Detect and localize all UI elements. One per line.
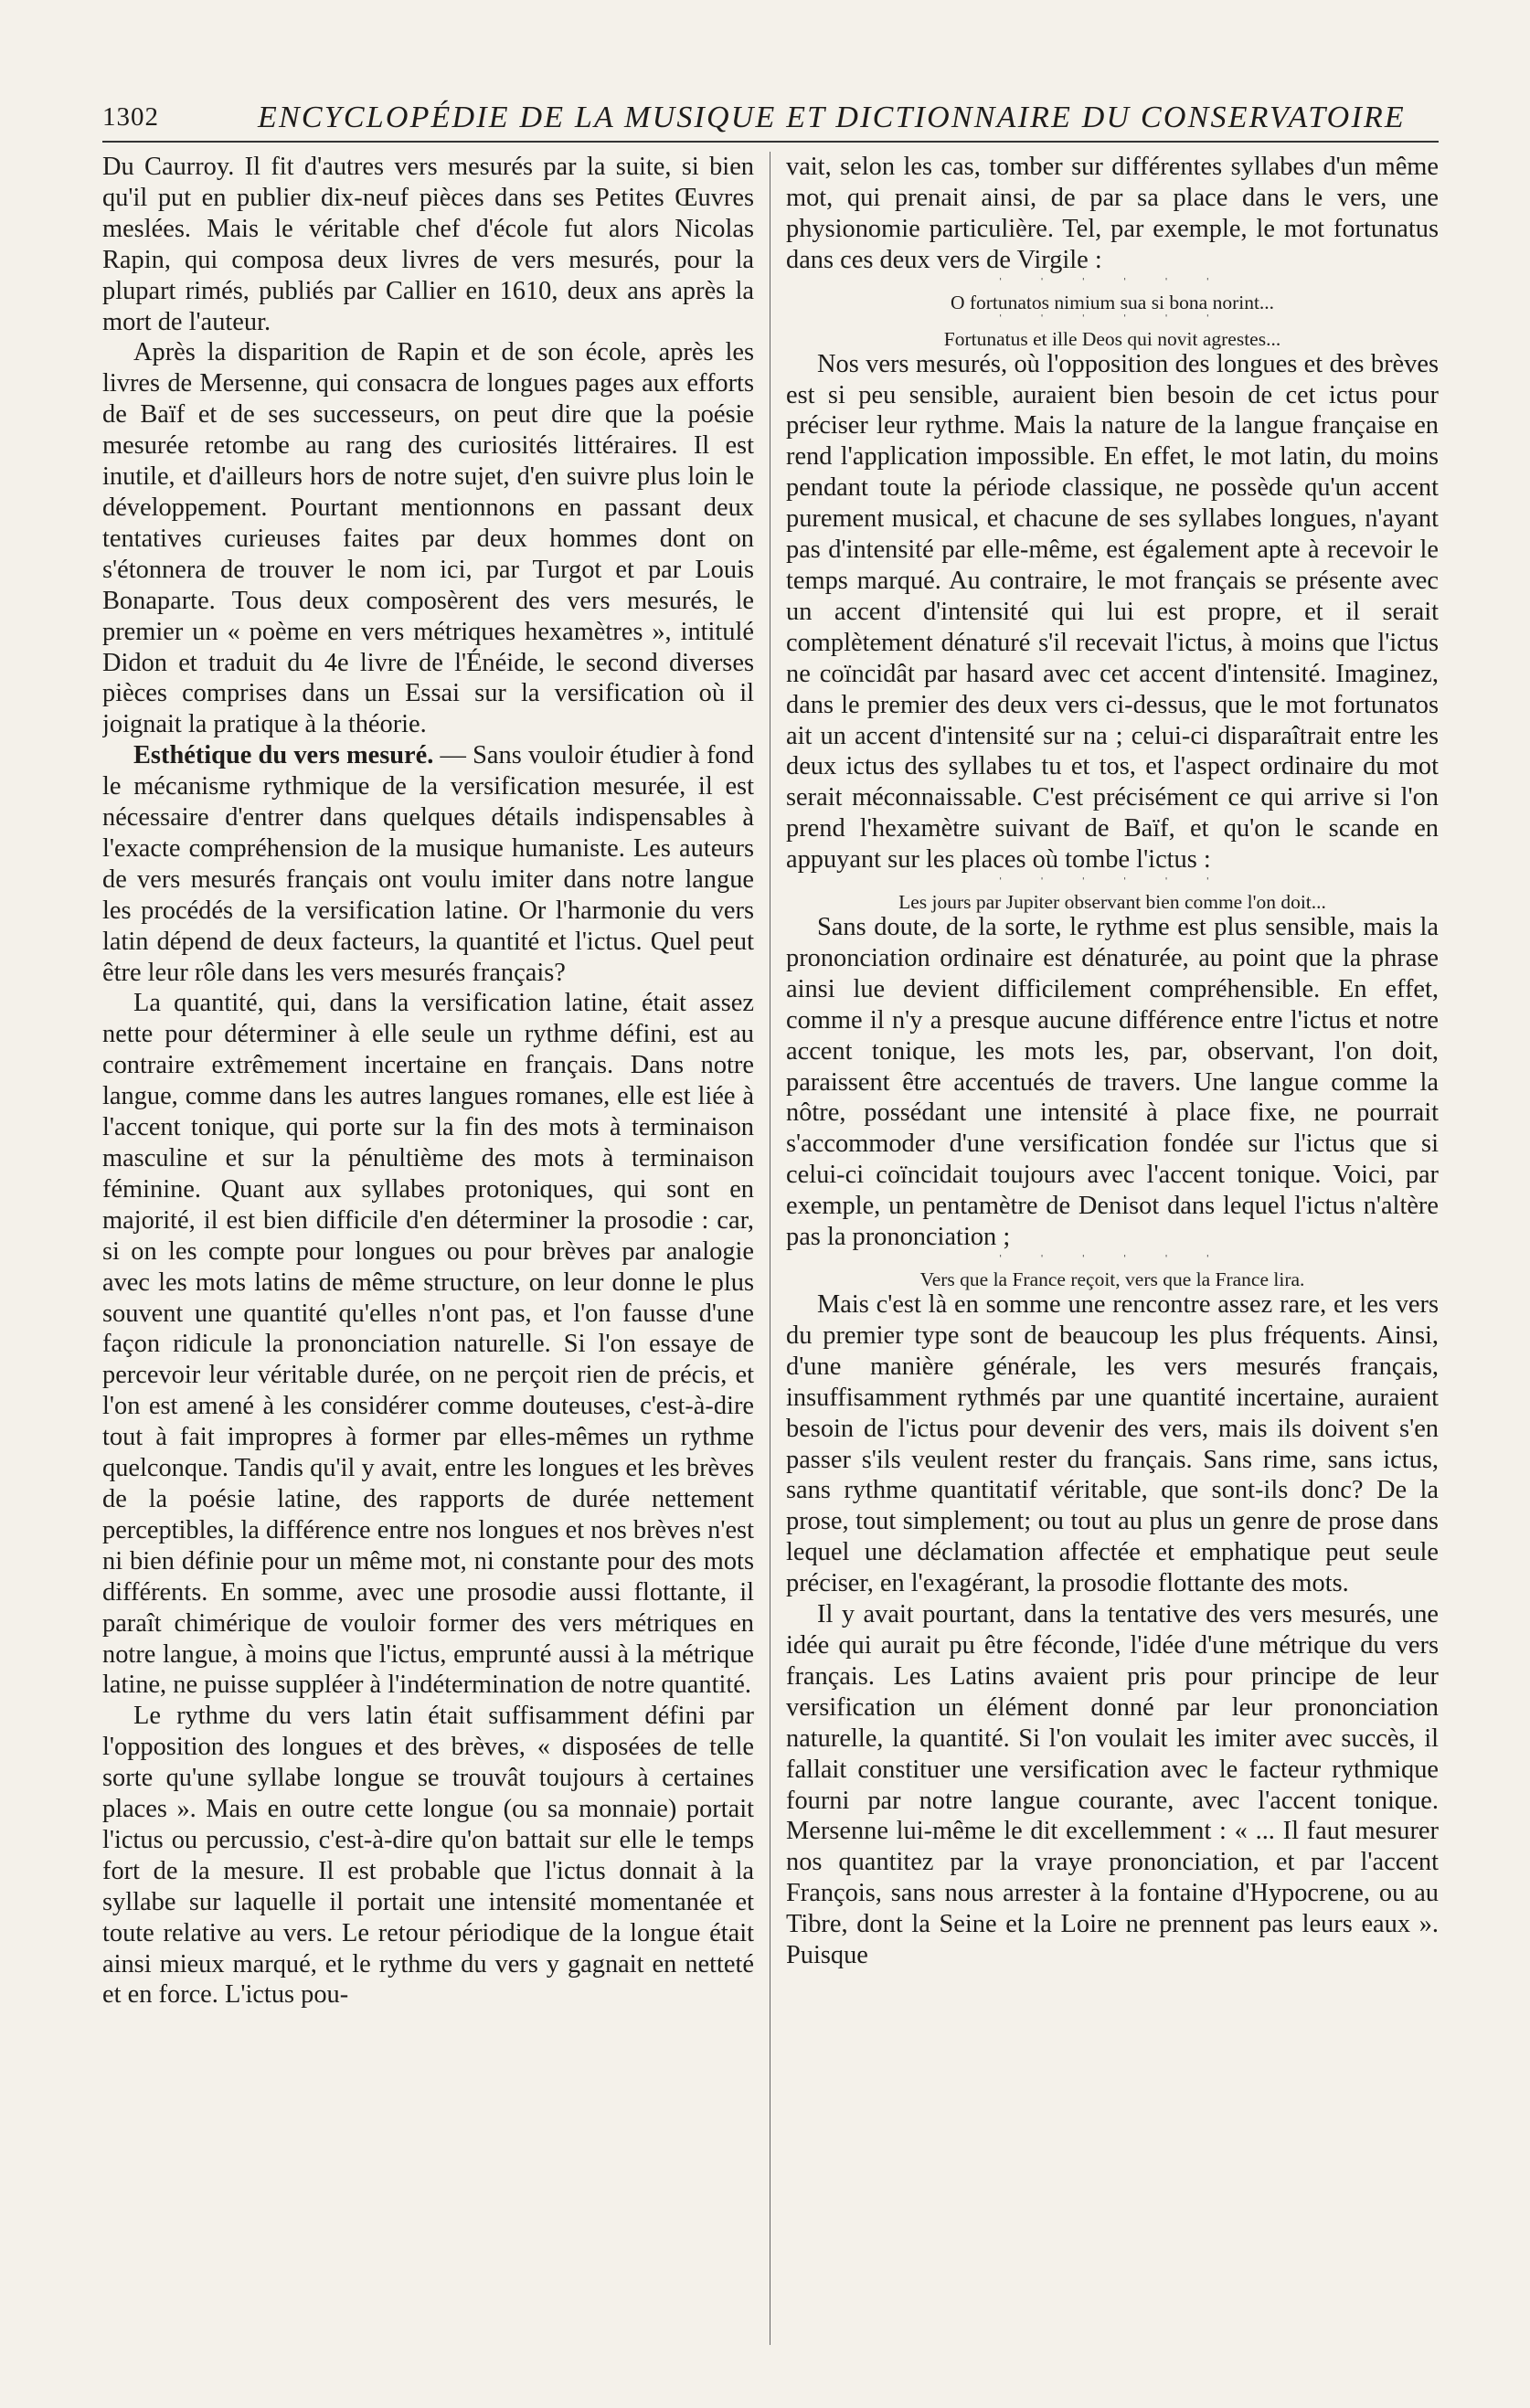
paragraph-section [102, 740, 754, 988]
paragraph: La quantité, qui, dans la versification latine, était assez nette pour déterminer à elle seule un rythme défini, est au contraire extrêmement incertaine en français. Dans notre langue, comme dans les autres langues romanes, elle est liée à l'accent tonique, qui porte sur la fin des mots à terminaison masculine et sur la pénultième des mots à terminaison féminine. Quant aux syllabes protoniques, qui sont en majorité, il est bien difficile d'en déterminer la prosodie : car, si on les compte pour longues ou pour brèves par analogie avec les mots latins de même structure, on leur donne le plus souvent une quantité qu'elles n'ont pas, et l'on fausse d'une façon ridicule la prononciation naturelle. Si l'on essaye de percevoir leur véritable durée, on ne perçoit rien de précis, et l'on est amené à les considérer comme douteuses, c'est-à-dire tout à fait impropres à former par elles-mêmes un rythme quelconque. Tandis qu'il y avait, entre les longues et les brèves de la poésie latine, des rapports de durée nettement perceptibles, la différence entre nos longues et nos brèves n'est ni bien définie pour un même mot, ni constante pour des mots différents. En somme, avec une prosodie aussi flottante, il paraît chimérique de vouloir former des vers métriques en notre langue, à moins que l'ictus, emprunté aussi à la métrique latine, ne puisse suppléer à l'indétermination de notre quantité. [102, 989, 754, 1700]
verse-line: Fortunatus et ille Deos qui novit agrestes... [943, 327, 1281, 350]
verse-quote [786, 276, 1439, 349]
paragraph: vait, selon les cas, tomber sur différentes syllabes d'un même mot, qui prenait ainsi, de par sa place dans le vers, une physionomie particulière. Tel, par exemple, le mot fortunatus dans ces deux vers de Virgile : [786, 153, 1439, 274]
ictus-marks: ˈ ˈ ˈ ˈ ˈ ˈ [998, 312, 1227, 328]
ictus-marks: ˈ ˈ ˈ ˈ ˈ ˈ [998, 875, 1227, 892]
section-title: Esthétique du vers mesuré. [133, 741, 434, 770]
paragraph: Après la disparition de Rapin et de son école, après les livres de Mersenne, qui consacra de longues pages aux efforts de Baïf et de ses successeurs, on peut dire que la poésie mesurée retombe au rang des curiosités littéraires. Il est inutile, et d'ailleurs hors de notre sujet, d'en suivre plus loin le développement. Pourtant mentionnons en passant deux tentatives curieuses faites par deux hommes dont on s'étonnera de trouver le nom ici, par Turgot et par Louis Bonaparte. Tous deux composèrent des vers mesurés, le premier un « poème en vers métriques hexamètres », intitulé Didon et traduit du 4e livre de l'Énéide, le second diverses pièces comprises dans un Essai sur la versification où il joignait la pratique à la théorie. [102, 338, 754, 739]
paragraph: Mais c'est là en somme une rencontre assez rare, et les vers du premier type sont de beaucoup les plus fréquents. Ainsi, d'une manière générale, les vers mesurés français, insuffisamment rythmés par une quantité incertaine, auraient besoin de l'ictus pour devenir des vers, mais ils doivent s'en passer s'ils veulent rester du français. Sans rime, sans ictus, sans rythme quantitatif véritable, que sont-ils donc? De la prose, tout simplement; ou tout au plus un genre de prose dans lequel une déclamation affectée et emphatique peut seule préciser, en l'exagérant, la prosodie flottante des mots. [786, 1290, 1439, 1598]
section-text: — Sans vouloir étudier à fond le mécanisme rythmique de la versification mesurée, il est nécessaire d'entrer dans quelques détails indispensables à l'exacte compréhension de la musique humaniste. Les auteurs de vers mesurés français ont voulu imiter dans notre langue les procédés de la versification latine. Or l'harmonie du vers latin dépend de deux facteurs, la quantité et l'ictus. Quel peut être leur rôle dans les vers mesurés français? [102, 741, 754, 987]
verse-quote [786, 875, 1439, 912]
ictus-marks: ˈ ˈ ˈ ˈ ˈ ˈ [998, 1253, 1227, 1268]
verse-line: Les jours par Jupiter observant bien comme l'on doit... [898, 891, 1326, 914]
verse-line: O fortunatos nimium sua si bona norint... [950, 291, 1275, 313]
right-column [786, 152, 1439, 2345]
paragraph: Il y avait pourtant, dans la tentative des vers mesurés, une idée qui aurait pu être féconde, l'idée d'une métrique du vers français. Les Latins avaient pris pour principe de leur versification un élément donné par leur prononciation naturelle, la quantité. Si l'on voulait les imiter avec succès, il fallait constituer une versification avec le facteur rythmique fourni par notre langue courante, avec l'accent tonique. Mersenne lui-même le dit excellemment : « ... Il faut mesurer nos quantitez par la vraye prononciation, et par l'accent François, sans nous arrester à la fontaine d'Hypocrene, ou au Tibre, dont la Seine et la Loire ne prennent pas leurs eaux ». Puisque [786, 1600, 1439, 1970]
running-title: ENCYCLOPÉDIE DE LA MUSIQUE ET DICTIONNAIRE DU CONSERVATOIRE [258, 101, 1406, 134]
page-number: 1302 [102, 102, 159, 132]
verse-quote [786, 1253, 1439, 1289]
verse-line: Vers que la France reçoit, vers que la France lira. [919, 1268, 1305, 1290]
paragraph: Sans doute, de la sorte, le rythme est plus sensible, mais la prononciation ordinaire est dénaturée, au point que la phrase ainsi lue devient difficilement compréhensible. En effet, comme il n'y a presque aucune différence entre l'ictus et notre accent tonique, les mots les, par, observant, l'on doit, paraissent être accentués de travers. Une langue comme la nôtre, possédant une intensité à place fixe, ne pourrait s'accommoder d'une versification fondée sur l'ictus que si celui-ci coïncidait toujours avec l'accent tonique. Voici, par exemple, un pentamètre de Denisot dans lequel l'ictus n'altère pas la prononciation ; [786, 913, 1439, 1252]
paragraph: Nos vers mesurés, où l'opposition des longues et des brèves est si peu sensible, auraient bien besoin de cet ictus pour préciser leur rythme. Mais la nature de la langue française en rend l'application impossible. En effet, le mot latin, du moins pendant toute la période classique, ne possède qu'un accent purement musical, et chacune de ses syllabes longues, n'ayant pas d'intensité par elle-même, est également apte à recevoir le temps marqué. Au contraire, le mot français se présente avec un accent d'intensité qui lui est propre, et il serait complètement dénaturé s'il recevait l'ictus, à moins que l'ictus ne coïncidât par hasard avec cet accent d'intensité. Imaginez, dans le premier des deux vers ci-dessus, que le mot fortunatos ait un accent d'intensité sur na ; celui-ci disparaîtrait entre les deux ictus des syllabes tu et tos, et l'aspect ordinaire du mot serait méconnaissable. C'est précisément ce qui arrive si l'on prend l'hexamètre suivant de Baïf, et qu'on le scande en appuyant sur les places où tombe l'ictus : [786, 349, 1439, 875]
paragraph: Le rythme du vers latin était suffisamment défini par l'opposition des longues et des brèves, « disposées de telle sorte qu'une syllabe longue se trouvât toujours à certaines places ». Mais en outre cette longue (ou sa monnaie) portait l'ictus ou percussio, c'est-à-dire qu'on battait sur elle le temps fort de la mesure. Il est probable que l'ictus donnait à la syllabe sur laquelle il portait une intensité momentanée et toute relative au vers. Le retour périodique de la longue était ainsi mieux marqué, et le rythme du vers y gagnait en netteté et en force. L'ictus pou- [102, 1702, 754, 2010]
ictus-marks: ˈ ˈ ˈ ˈ ˈ ˈ [998, 275, 1227, 292]
paragraph: Du Caurroy. Il fit d'autres vers mesurés par la suite, si bien qu'il put en publier dix-neuf pièces dans ses Petites Œuvres meslées. Mais le véritable chef d'école fut alors Nicolas Rapin, qui composa deux livres de vers mesurés, pour la plupart rimés, publiés par Callier en 1610, deux ans après la mort de l'auteur. [102, 153, 754, 336]
left-column [102, 152, 754, 2345]
header-rule [102, 141, 1439, 143]
page-header [102, 99, 1439, 139]
